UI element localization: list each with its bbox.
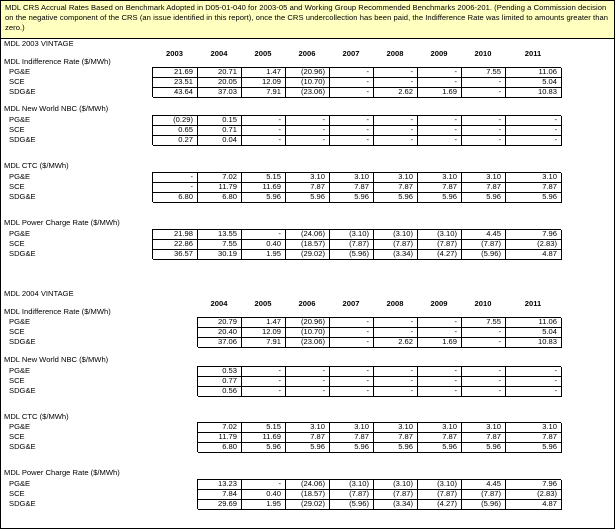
data-cell: 7.91 [266, 87, 281, 96]
data-cell: 20.40 [217, 327, 237, 336]
data-cell: 5.96 [354, 442, 369, 451]
row-label: PG&E [9, 115, 31, 124]
data-cell: - [410, 327, 413, 336]
data-cell: 6.80 [222, 192, 237, 201]
row-label: PG&E [9, 229, 31, 238]
section-title: MDL New World NBC ($/MWh) [4, 104, 109, 113]
data-cell: - [278, 386, 281, 395]
section-title: MDL CTC ($/MWh) [4, 412, 69, 421]
data-cell: (20.96) [300, 317, 325, 326]
row-label: SCE [9, 77, 25, 86]
data-cell: - [554, 125, 557, 134]
year-header: 2010 [474, 299, 492, 308]
data-cell: - [322, 386, 325, 395]
year-header: 2007 [342, 299, 360, 308]
data-cell: - [322, 125, 325, 134]
data-cell: - [498, 366, 501, 375]
data-cell: - [410, 366, 413, 375]
row-label: SDG&E [9, 135, 36, 144]
data-cell: 37.06 [217, 337, 237, 346]
data-cell: (3.10) [393, 479, 413, 488]
data-cell: 7.87 [442, 432, 457, 441]
data-cell: - [278, 135, 281, 144]
data-cell: 5.96 [442, 442, 457, 451]
row-label: SCE [9, 327, 25, 336]
data-cell: 11.06 [538, 317, 557, 326]
sheet-header [1, 1, 614, 39]
data-cell: 1.47 [266, 67, 281, 76]
data-cell: 20.71 [217, 67, 237, 76]
data-cell: 7.87 [542, 182, 557, 191]
data-cell: 4.87 [542, 499, 557, 508]
data-cell: - [278, 376, 281, 385]
data-cell: (7.87) [349, 239, 369, 248]
data-cell: - [554, 135, 557, 144]
data-cell: - [454, 366, 457, 375]
sheet-content [1, 39, 614, 528]
data-cell: 6.80 [178, 192, 193, 201]
data-cell: (3.10) [437, 229, 457, 238]
data-cell: (7.87) [349, 489, 369, 498]
data-cell: - [454, 135, 457, 144]
data-cell: 3.10 [398, 422, 413, 431]
data-cell: (5.96) [349, 249, 369, 258]
data-cell: 5.96 [486, 192, 501, 201]
year-header: 2008 [386, 49, 404, 58]
row-label: SCE [9, 432, 25, 441]
data-cell: 5.96 [310, 442, 325, 451]
row-label: SDG&E [9, 87, 36, 96]
data-cell: - [366, 115, 369, 124]
data-cell: 0.53 [222, 366, 237, 375]
row-label: SDG&E [9, 499, 36, 508]
year-header: 2009 [430, 49, 448, 58]
row-label: SCE [9, 182, 25, 191]
data-cell: 7.87 [486, 182, 501, 191]
data-cell: (3.34) [393, 249, 413, 258]
data-cell: 0.04 [222, 135, 237, 144]
data-cell: - [554, 386, 557, 395]
data-cell: (23.06) [300, 87, 325, 96]
data-cell: - [366, 125, 369, 134]
data-cell: - [366, 386, 369, 395]
data-cell: 5.96 [310, 192, 325, 201]
section-title: MDL Indifference Rate ($/MWh) [4, 307, 111, 316]
row-label: SDG&E [9, 386, 36, 395]
year-header: 2004 [210, 49, 228, 58]
data-cell: 13.55 [217, 229, 237, 238]
data-cell: 3.10 [398, 172, 413, 181]
data-cell: - [278, 366, 281, 375]
data-cell: - [454, 77, 457, 86]
data-cell: 5.96 [398, 192, 413, 201]
data-cell: 5.15 [266, 172, 281, 181]
row-label: PG&E [9, 317, 31, 326]
data-cell: - [410, 317, 413, 326]
data-cell: (29.02) [300, 249, 325, 258]
data-cell: 29.69 [217, 499, 237, 508]
data-cell: - [454, 317, 457, 326]
data-cell: - [366, 77, 369, 86]
data-cell: 7.87 [542, 432, 557, 441]
section-title: MDL New World NBC ($/MWh) [4, 355, 109, 364]
row-label: SDG&E [9, 192, 36, 201]
data-cell: 12.09 [261, 327, 281, 336]
data-cell: - [278, 115, 281, 124]
vintage-label: MDL 2004 VINTAGE [4, 289, 74, 298]
data-cell: 1.47 [266, 317, 281, 326]
year-header: 2003 [166, 49, 183, 58]
data-cell: (20.96) [300, 67, 325, 76]
data-cell: 7.55 [486, 67, 501, 76]
data-cell: 43.64 [173, 87, 193, 96]
data-cell: - [498, 115, 501, 124]
data-cell: 10.83 [537, 337, 557, 346]
data-cell: - [366, 376, 369, 385]
data-cell: (23.06) [300, 337, 325, 346]
data-cell: 3.10 [486, 422, 501, 431]
data-cell: (3.10) [393, 229, 413, 238]
data-cell: 5.15 [266, 422, 281, 431]
data-cell: 7.87 [310, 432, 325, 441]
section-title: MDL CTC ($/MWh) [4, 161, 69, 170]
data-cell: (4.27) [437, 499, 457, 508]
data-cell: - [410, 386, 413, 395]
data-cell: 2.62 [398, 87, 413, 96]
data-cell: 10.83 [537, 87, 557, 96]
data-cell: 6.80 [222, 442, 237, 451]
data-cell: 0.15 [222, 115, 237, 124]
data-cell: 7.55 [222, 239, 237, 248]
year-header: 2005 [254, 299, 272, 308]
data-cell: (7.87) [437, 489, 457, 498]
data-cell: 0.40 [266, 489, 281, 498]
data-cell: - [366, 135, 369, 144]
data-cell: 7.02 [222, 422, 237, 431]
row-label: SDG&E [9, 337, 36, 346]
data-cell: (5.96) [481, 499, 501, 508]
row-label: PG&E [9, 366, 31, 375]
data-cell: 0.77 [222, 376, 237, 385]
data-cell: - [366, 337, 369, 346]
data-cell: 4.45 [486, 229, 501, 238]
year-header: 2010 [474, 49, 492, 58]
data-cell: (7.87) [393, 489, 413, 498]
data-cell: 7.87 [486, 432, 501, 441]
data-cell: (2.83) [537, 489, 557, 498]
data-cell: - [366, 87, 369, 96]
data-cell: 0.27 [178, 135, 193, 144]
data-cell: 11.06 [538, 67, 557, 76]
data-cell: 7.87 [354, 182, 369, 191]
data-cell: - [498, 376, 501, 385]
data-cell: (5.96) [481, 249, 501, 258]
year-header: 2009 [430, 299, 448, 308]
data-cell: 0.71 [222, 125, 237, 134]
data-cell: - [366, 317, 369, 326]
data-cell: - [190, 182, 193, 191]
row-label: PG&E [9, 172, 31, 181]
row-label: PG&E [9, 422, 31, 431]
section-title: MDL Power Charge Rate ($/MWh) [4, 218, 120, 227]
data-cell: - [454, 376, 457, 385]
year-header: 2008 [386, 299, 404, 308]
data-cell: 3.10 [486, 172, 501, 181]
year-header: 2006 [298, 49, 316, 58]
data-cell: 7.87 [398, 182, 413, 191]
data-cell: (18.57) [300, 489, 325, 498]
data-cell: - [498, 386, 501, 395]
data-cell: (3.10) [349, 479, 369, 488]
data-cell: 5.96 [486, 442, 501, 451]
data-cell: 13.23 [217, 479, 237, 488]
data-cell: (24.06) [300, 229, 325, 238]
data-cell: (3.34) [393, 499, 413, 508]
row-label: SCE [9, 376, 25, 385]
data-cell: - [410, 115, 413, 124]
data-cell: - [554, 115, 557, 124]
data-cell: (5.96) [349, 499, 369, 508]
data-cell: - [366, 366, 369, 375]
data-cell: 1.69 [442, 337, 457, 346]
data-cell: - [498, 327, 501, 336]
row-label: SCE [9, 125, 25, 134]
data-cell: (2.83) [537, 239, 557, 248]
year-header: 2006 [298, 299, 316, 308]
data-cell: 3.10 [542, 172, 557, 181]
data-cell: 7.87 [442, 182, 457, 191]
data-cell: 7.96 [542, 229, 557, 238]
data-cell: 5.96 [442, 192, 457, 201]
data-cell: 1.69 [442, 87, 457, 96]
data-cell: - [454, 327, 457, 336]
data-cell: - [322, 135, 325, 144]
year-header: 2004 [210, 299, 228, 308]
data-cell: 1.95 [266, 499, 281, 508]
data-cell: 3.10 [542, 422, 557, 431]
data-cell: 7.87 [354, 432, 369, 441]
data-cell: - [410, 135, 413, 144]
year-header: 2007 [342, 49, 360, 58]
data-cell: 11.69 [262, 432, 281, 441]
vintage-label: MDL 2003 VINTAGE [4, 39, 74, 48]
data-cell: 11.79 [218, 182, 237, 191]
data-cell: - [454, 115, 457, 124]
data-cell: - [554, 366, 557, 375]
data-cell: 0.65 [178, 125, 193, 134]
data-cell: 7.96 [542, 479, 557, 488]
row-label: PG&E [9, 479, 31, 488]
data-cell: - [454, 67, 457, 76]
data-cell: 20.05 [217, 77, 237, 86]
row-label: PG&E [9, 67, 31, 76]
data-cell: (18.57) [300, 239, 325, 248]
data-cell: 21.98 [173, 229, 193, 238]
data-cell: 3.10 [442, 172, 457, 181]
data-cell: (10.70) [300, 327, 325, 336]
data-cell: (4.27) [437, 249, 457, 258]
data-cell: 3.10 [442, 422, 457, 431]
data-cell: (7.87) [481, 239, 501, 248]
data-cell: - [366, 327, 369, 336]
data-cell: - [322, 376, 325, 385]
data-cell: 4.45 [486, 479, 501, 488]
data-cell: 7.91 [266, 337, 281, 346]
data-cell: 4.87 [542, 249, 557, 258]
data-cell: 7.55 [486, 317, 501, 326]
data-cell: 30.19 [217, 249, 237, 258]
data-cell: 5.96 [542, 442, 557, 451]
data-cell: - [498, 135, 501, 144]
data-cell: 5.04 [542, 327, 557, 336]
data-cell: - [410, 67, 413, 76]
year-header: 2011 [524, 49, 542, 58]
year-header: 2005 [254, 49, 272, 58]
data-cell: - [366, 67, 369, 76]
data-cell: - [278, 479, 281, 488]
data-cell: - [190, 172, 193, 181]
data-cell: 2.62 [398, 337, 413, 346]
data-cell: - [410, 125, 413, 134]
data-cell: (3.10) [437, 479, 457, 488]
data-cell: 5.96 [542, 192, 557, 201]
data-cell: (3.10) [349, 229, 369, 238]
row-label: SCE [9, 239, 25, 248]
data-cell: - [410, 376, 413, 385]
data-cell: 12.09 [261, 77, 281, 86]
row-label: SDG&E [9, 249, 36, 258]
data-cell: - [498, 77, 501, 86]
data-cell: 36.57 [173, 249, 193, 258]
data-cell: 0.40 [266, 239, 281, 248]
data-cell: 5.04 [542, 77, 557, 86]
data-cell: (7.87) [481, 489, 501, 498]
data-cell: - [498, 87, 501, 96]
data-cell: 1.95 [266, 249, 281, 258]
data-cell: 20.79 [217, 317, 237, 326]
data-cell: (29.02) [300, 499, 325, 508]
data-cell: - [278, 229, 281, 238]
data-cell: 5.96 [398, 442, 413, 451]
data-cell: 7.84 [222, 489, 237, 498]
section-title: MDL Power Charge Rate ($/MWh) [4, 468, 120, 477]
data-cell: 5.96 [266, 192, 281, 201]
data-cell: (10.70) [300, 77, 325, 86]
header-title: MDL CRS Accrual Rates Based on Benchmark Adopted in D05-01-040 for 2003-05 and Working Group Recommended Benchmarks 2006-201. (Pending a Commission decision on the negative component of the CRS (an issue identified in this report), once the CRS undercollection has been paid, the Indifference Rate was limited to amounts greater than zero.) [5, 3, 609, 32]
data-cell: (7.87) [437, 239, 457, 248]
data-cell: - [554, 376, 557, 385]
data-cell: 23.51 [173, 77, 193, 86]
data-cell: 7.87 [398, 432, 413, 441]
data-cell: (24.06) [300, 479, 325, 488]
data-cell: 0.56 [222, 386, 237, 395]
data-cell: 11.79 [218, 432, 237, 441]
data-cell: - [322, 366, 325, 375]
data-cell: 5.96 [266, 442, 281, 451]
data-cell: 5.96 [354, 192, 369, 201]
data-cell: 3.10 [310, 172, 325, 181]
data-cell: - [498, 337, 501, 346]
data-cell: - [278, 125, 281, 134]
data-cell: 37.03 [217, 87, 237, 96]
data-cell: 22.86 [173, 239, 193, 248]
section-title: MDL Indifference Rate ($/MWh) [4, 57, 111, 66]
data-cell: 7.87 [310, 182, 325, 191]
data-cell: 21.69 [173, 67, 193, 76]
data-cell: 3.10 [354, 422, 369, 431]
data-cell: - [410, 77, 413, 86]
data-cell: - [498, 125, 501, 134]
row-label: SCE [9, 489, 25, 498]
data-cell: 3.10 [310, 422, 325, 431]
data-cell: - [454, 125, 457, 134]
data-cell: 7.02 [222, 172, 237, 181]
row-label: SDG&E [9, 442, 36, 451]
data-cell: 11.69 [262, 182, 281, 191]
data-cell: - [322, 115, 325, 124]
data-cell: - [454, 386, 457, 395]
data-cell: (7.87) [393, 239, 413, 248]
data-cell: 3.10 [354, 172, 369, 181]
year-header: 2011 [524, 299, 542, 308]
data-cell: (0.29) [173, 115, 193, 124]
